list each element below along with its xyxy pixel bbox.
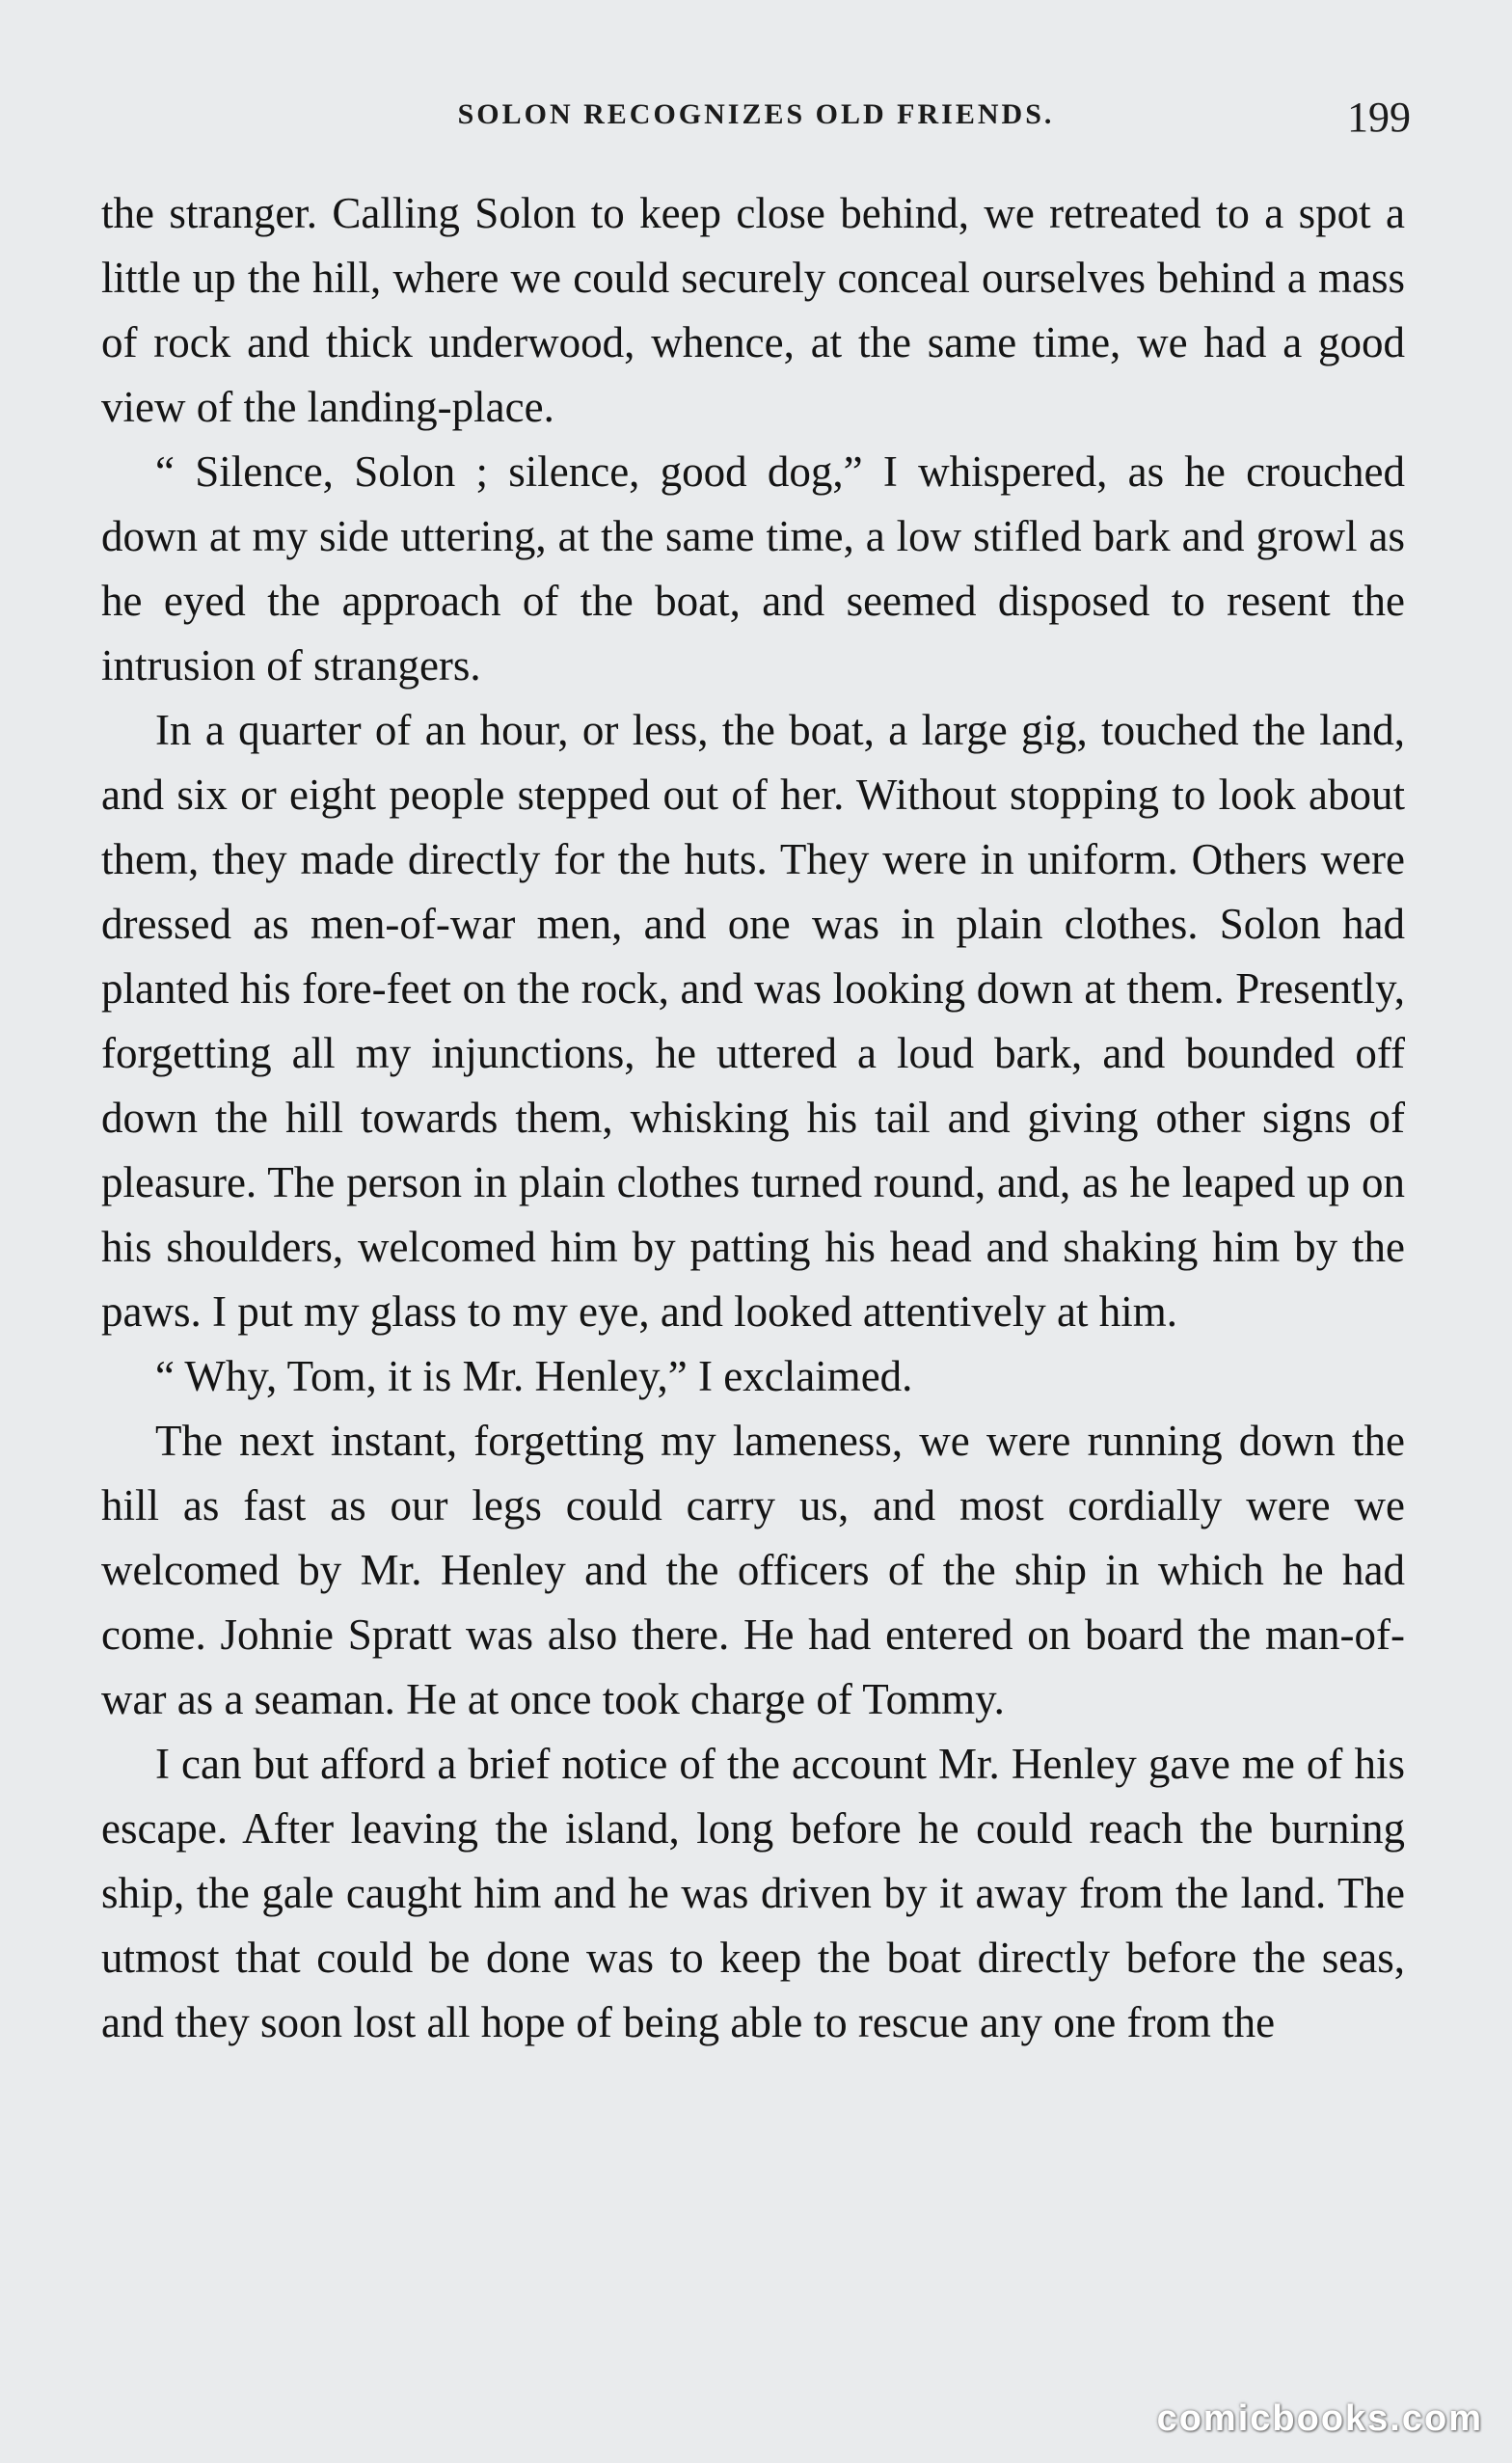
paragraph: The next instant, forgetting my lameness, we were running down the hill as fast as our legs could carry us, and most cordially were we welcomed by Mr. Henley and the officers of the ship in which he had come. Johnie Spratt was also there. He had entered on board the man-of-war as a seaman. He at once took charge of Tommy. — [101, 1417, 1405, 1723]
watermark: comicbooks.com — [1156, 2398, 1483, 2439]
paragraph: “ Why, Tom, it is Mr. Henley,” I exclaimed. — [155, 1352, 913, 1400]
paragraph: “ Silence, Solon ; silence, good dog,” I whispered, as he crouched down at my side uttering, at the same time, a low stifled bark and growl as he eyed the approach of the boat, and seemed disposed to resent the intrusion of strangers. — [101, 447, 1405, 690]
paragraph: the stranger. Calling Solon to keep close behind, we retreated to a spot a little up the hill, where we could securely conceal ourselves behind a mass of rock and thick underwood, whence, at the same time, we had a good view of the landing-place. — [101, 189, 1405, 431]
paragraph: I can but afford a brief notice of the account Mr. Henley gave me of his escape. After leaving the island, long before he could reach the burning ship, the gale caught him and he was driven by it away from the land. The utmost that could be done was to keep the boat directly before the seas, and they soon lost all hope of being able to rescue any one from the — [101, 1740, 1405, 2046]
running-title: SOLON RECOGNIZES OLD FRIENDS. — [457, 98, 1055, 130]
page-number: 199 — [1347, 94, 1411, 141]
body-text — [101, 181, 1405, 2055]
running-head — [101, 93, 1411, 150]
paragraph: In a quarter of an hour, or less, the boat, a large gig, touched the land, and six or eight people stepped out of her. Without stopping to look about them, they made directly for the huts. They were in uniform. Others were dressed as men-of-war men, and one was in plain clothes. Solon had planted his fore-feet on the rock, and was looking down at them. Presently, forgetting all my injunctions, he uttered a loud bark, and bounded off down the hill towards them, whisking his tail and giving other signs of pleasure. The person in plain clothes turned round, and, as he leaped up on his shoulders, welcomed him by patting his head and shaking him by the paws. I put my glass to my eye, and looked attentively at him. — [101, 706, 1405, 1336]
